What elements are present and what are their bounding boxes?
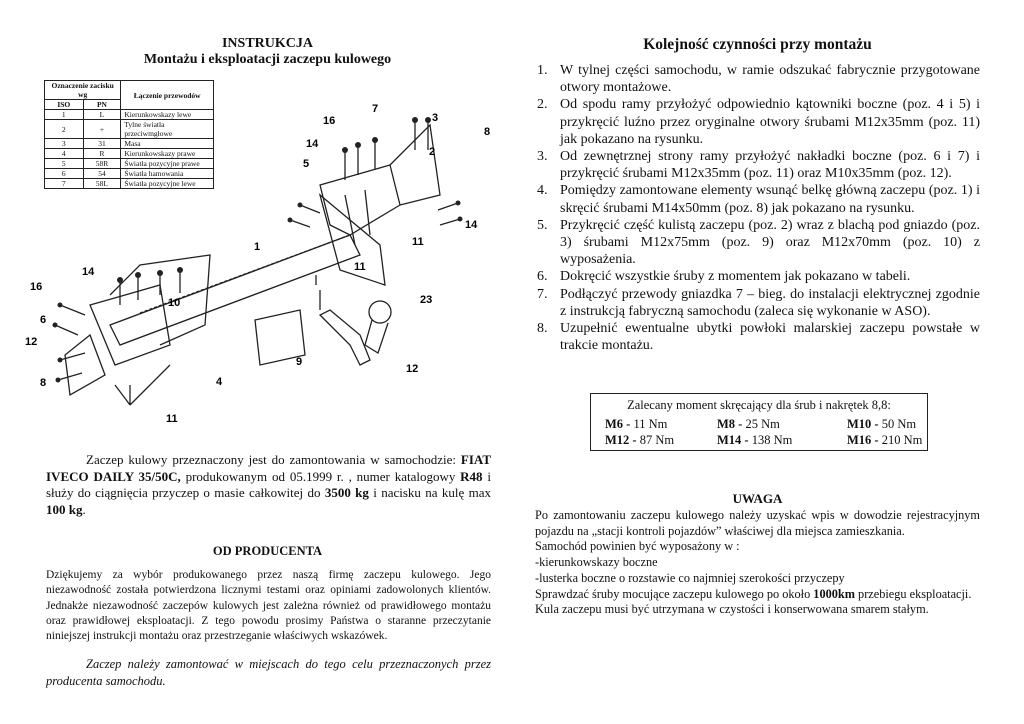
step-text: Pomiędzy zamontowane elementy wsunąć belkę główną zaczepu (poz. 1) i skręcić śrubami M14x50mm (poz. 8) jak pokazano na rysunku.: [560, 183, 980, 216]
wiring-cell-pn: R: [83, 149, 121, 159]
instruction-subtitle: Montażu i eksploatacji zaczepu kulowego: [143, 52, 392, 67]
wiring-cell-desc: Kierunkowskazy lewe: [121, 110, 214, 120]
step-number: 7.: [537, 286, 548, 302]
towbar-diagram: [20, 95, 500, 435]
diagram-label-12: 12: [406, 363, 419, 375]
wiring-cell-pn: 58L: [83, 179, 121, 189]
assembly-step: [537, 62, 980, 96]
wiring-cell-pn: 31: [83, 139, 121, 149]
wiring-cell-desc: Światła hamowania: [121, 169, 214, 179]
wiring-cell-iso: 5: [45, 159, 84, 169]
wiring-cell-desc: Światła pozycyjne lewe: [121, 179, 214, 189]
assembly-step: [537, 268, 980, 285]
diagram-label-14: 14: [82, 266, 95, 278]
wiring-cell-pn: 58R: [83, 159, 121, 169]
vehicle-paragraph: Zaczep kulowy przeznaczony jest do zamontowania w samochodzie: FIAT IVECO DAILY 35/50C, produkowanym od 05.1999 r. , numer katalogowy R48 i służy do ciągnięcia przyczep o masie całkowitej do 3500 kg i nacisku na kulę max 100 kg.: [46, 452, 492, 517]
torque-item: M14 - 138 Nm: [717, 433, 793, 447]
wiring-cell-iso: 4: [45, 149, 84, 159]
diagram-label-14: 14: [306, 138, 319, 150]
diagram-label-8: 8: [40, 377, 47, 389]
assembly-step: [537, 286, 980, 320]
torque-item: M10 - 50 Nm: [847, 417, 917, 431]
wiring-head-laczenie: Łączenie przewodów: [121, 81, 214, 110]
diagram-label-5: 5: [303, 158, 310, 170]
left-bracket: [90, 285, 170, 365]
wiring-cell-iso: 2: [45, 120, 84, 139]
diagram-label-11: 11: [412, 236, 424, 248]
step-number: 6.: [537, 269, 548, 285]
assembly-step: [537, 148, 980, 182]
torque-table: [590, 393, 928, 451]
uwaga-p1: Po zamontowaniu zaczepu kulowego należy uzyskać wpis w dowodzie rejestracyjnym pojazdu na „stacji kontroli pojazdów” właściwej dla miejsca zamieszkania.: [535, 508, 980, 538]
wiring-head-pn: PN: [83, 100, 121, 110]
uwaga-p2: Samochód powinien być wyposażony w :: [535, 539, 740, 554]
diagram-label-1: 1: [254, 241, 261, 253]
step-text: Uzupełnić ewentualne ubytki powłoki malarskiej zaczepu powstałe w trakcie montażu.: [560, 321, 980, 354]
torque-item: M8 - 25 Nm: [717, 417, 780, 431]
assembly-step: [537, 320, 980, 354]
wiring-head-oznaczenie: Oznaczenie zacisku wg: [45, 81, 121, 100]
step-number: 8.: [537, 321, 548, 337]
step-number: 2.: [537, 97, 548, 113]
uwaga-text: [535, 508, 980, 618]
wiring-cell-iso: 6: [45, 169, 84, 179]
uwaga-p5: Sprawdzać śruby mocujące zaczepu kulowego po około 1000km przebiegu eksploatacji.: [535, 586, 972, 601]
torque-item: M6 - 11 Nm: [605, 417, 668, 431]
wiring-cell-desc: Kierunkowskazy prawe: [121, 149, 214, 159]
wiring-cell-desc: Masa: [121, 139, 214, 149]
step-text: Podłączyć przewody gniazdka 7 – bieg. do instalacji elektrycznej zgodnie z instrukcją fabryczną samochodu (zaleca się wykonanie w ASO).: [560, 286, 980, 319]
diagram-label-3: 3: [432, 112, 439, 124]
step-number: 4.: [537, 183, 548, 199]
wiring-cell-iso: 3: [45, 139, 84, 149]
wiring-cell-desc: Światła pozycyjne prawe: [121, 159, 214, 169]
step-text: W tylnej części samochodu, w ramie odszukać fabrycznie przygotowane otwory montażowe.: [560, 63, 980, 96]
assembly-step: [537, 182, 980, 216]
diagram-label-9: 9: [296, 356, 303, 368]
step-text: Od zewnętrznej strony ramy przyłożyć nakładki boczne (poz. 6 i 7) i przykręcić śrubami M12x35mm (poz. 11) oraz M10x35mm (poz. 12).: [560, 149, 980, 182]
wiring-cell-iso: 1: [45, 110, 84, 120]
diagram-label-16: 16: [30, 281, 43, 293]
wiring-cell-pn: L: [83, 110, 121, 120]
torque-title: Zalecany moment skręcający dla śrub i nakrętek 8,8:: [627, 398, 891, 412]
uwaga-p4: -lusterka boczne o rozstawie co najmniej szerokości przyczepy: [535, 570, 845, 585]
uwaga-title: UWAGA: [732, 491, 783, 506]
diagram-label-14: 14: [465, 219, 478, 231]
instruction-title: INSTRUKCJA: [221, 36, 313, 51]
assembly-title: Kolejność czynności przy montażu: [643, 36, 872, 53]
wiring-cell-desc: Tylne światła przeciwmgłowe: [121, 120, 214, 139]
uwaga-p6: Kula zaczepu musi być utrzymana w czystości i konserwowana smarem stałym.: [535, 602, 929, 617]
producer-text: Dziękujemy za wybór produkowanego przez naszą firmę zaczepu kulowego. Jego niezawodność została potwierdzona licznymi testami oraz opiniami zadowolonych klientów. Jednakże niezawodność zaczepów kulowych jest zależna również od prawidłowego montażu oraz prawidłowej eksploatacji. Z tego powodu prosimy Państwa o staranne przeczytanie niniejszej instrukcji montażu oraz przestrzeganie właściwych wskazówek.: [46, 569, 491, 643]
wiring-cell-iso: 7: [45, 179, 84, 189]
italic-note: Zaczep należy zamontować w miejscach do tego celu przeznaczonych przez producenta samochodu.: [46, 657, 491, 688]
torque-item: M12 - 87 Nm: [605, 433, 675, 447]
wiring-cell-pn: +: [83, 120, 121, 139]
assembly-steps: [537, 62, 980, 354]
diagram-label-8: 8: [484, 126, 491, 138]
diagram-label-6: 6: [40, 314, 47, 326]
tow-ball: [369, 301, 391, 323]
step-text: Przykręcić część kulistą zaczepu (poz. 2) wraz z blachą pod gniazdo (poz. 3) śrubami M12x75mm (poz. 9) oraz M12x70mm (poz. 10) z wyposażenia.: [560, 217, 980, 268]
diagram-label-23: 23: [420, 294, 433, 306]
assembly-step: [537, 217, 980, 269]
wiring-head-iso: ISO: [45, 100, 84, 110]
assembly-step: [537, 96, 980, 148]
step-text: Dokręcić wszystkie śruby z momentem jak pokazano w tabeli.: [560, 269, 911, 285]
uwaga-p3: -kierunkowskazy boczne: [535, 555, 658, 570]
step-number: 1.: [537, 63, 548, 78]
torque-item: M16 - 210 Nm: [847, 433, 923, 447]
diagram-label-2: 2: [429, 146, 436, 158]
ball-neck: [320, 310, 370, 365]
producer-title: OD PRODUCENTA: [212, 544, 323, 558]
diagram-label-4: 4: [216, 376, 223, 388]
diagram-label-11: 11: [166, 413, 178, 425]
diagram-label-7: 7: [372, 103, 379, 115]
right-bracket: [320, 165, 400, 235]
diagram-label-12: 12: [25, 336, 38, 348]
diagram-label-11: 11: [354, 261, 366, 273]
step-number: 3.: [537, 149, 548, 165]
wiring-cell-pn: 54: [83, 169, 121, 179]
main-beam: [110, 235, 360, 345]
diagram-label-16: 16: [323, 115, 336, 127]
step-number: 5.: [537, 217, 548, 233]
step-text: Od spodu ramy przyłożyć odpowiednio kątowniki boczne (poz. 4 i 5) i przykręcić luźno przez oryginalne otwory śrubami M12x35mm (poz. 11) jak pokazano na rysunku.: [560, 97, 980, 147]
diagram-label-10: 10: [168, 297, 181, 309]
